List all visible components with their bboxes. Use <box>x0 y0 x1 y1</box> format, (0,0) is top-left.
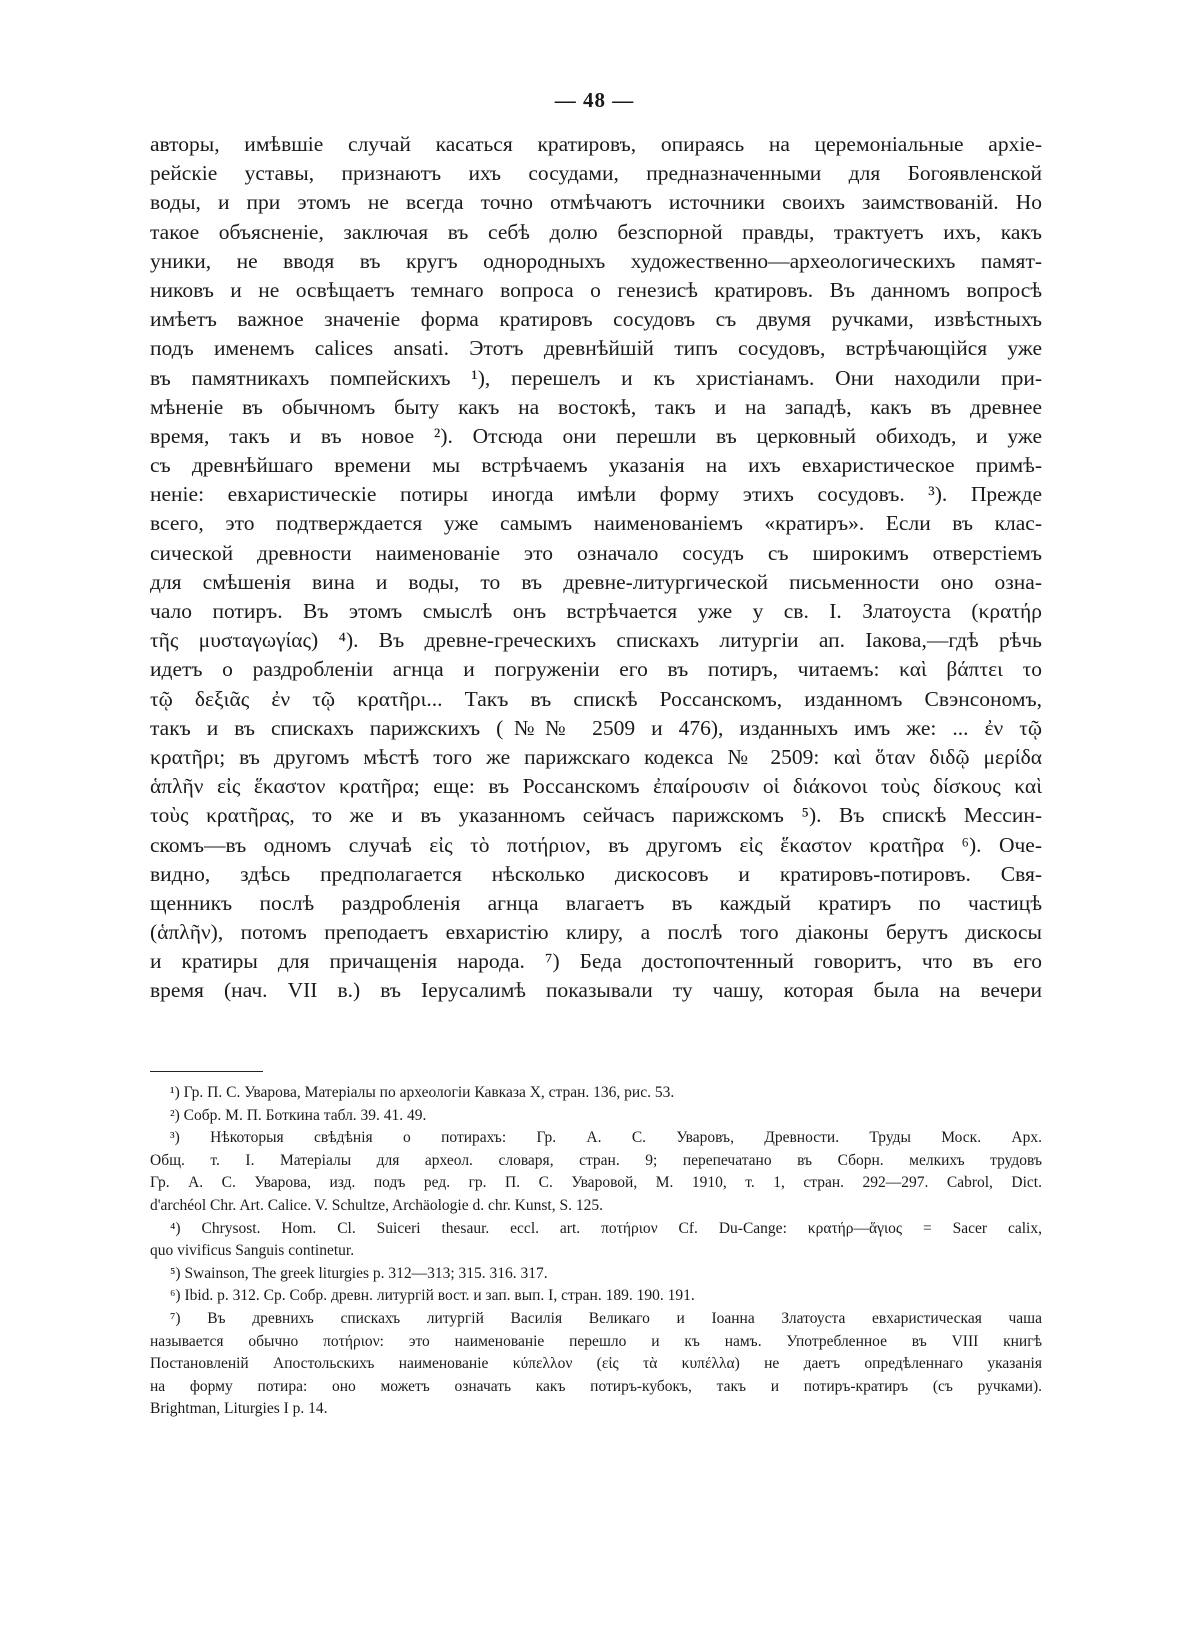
footnote-line: ¹) Гр. П. С. Уварова, Матеріалы по археологіи Кавказа X, стран. 136, рис. 53. <box>170 1084 675 1101</box>
footnote-line: на форму потира: оно можетъ означать какъ потиръ-кубокъ, такъ и потиръ-кратиръ (съ ручками). <box>150 1377 1042 1395</box>
body-line: въ памятникахъ помпейскихъ ¹), перешелъ и къ христіанамъ. Они находили при- <box>150 365 1042 390</box>
body-line: имѣетъ важное значеніе форма кратировъ сосудовъ съ двумя ручками, извѣстныхъ <box>150 307 1042 332</box>
footnotes <box>150 1082 1042 1421</box>
body-line: воды, и при этомъ не всегда точно отмѣчаютъ источники своихъ заимствованій. Но <box>150 190 1042 215</box>
footnote-line: d'archéol Chr. Art. Calice. V. Schultze, Archäologie d. chr. Kunst, S. 125. <box>150 1196 603 1214</box>
body-line: рейскіе уставы, признаютъ ихъ сосудами, предназначенными для Богоявленской <box>150 161 1042 186</box>
footnote-line: ⁴) Chrysost. Hom. Cl. Suiceri thesaur. eccl. art. ποτήριον Cf. Du-Cange: κρατήρ—ἅγιος = Sacer calix, <box>170 1219 1042 1237</box>
body-line: чало потиръ. Въ этомъ смыслѣ онъ встрѣчается уже у св. І. Златоуста (κρατήρ <box>150 599 1042 623</box>
body-line: для смѣшенія вина и воды, то въ древне-литургической письменности оно озна- <box>150 569 1042 594</box>
body-line: такое объясненіе, заключая въ себѣ долю безспорной правды, трактуетъ ихъ, какъ <box>150 219 1042 244</box>
body-line: неніе: евхаристическіе потиры иногда имѣли форму этихъ сосудовъ. ³). Прежде <box>150 482 1042 507</box>
body-line: авторы, имѣвшіе случай касаться кратировъ, опираясь на церемоніальные архіе- <box>150 132 1042 156</box>
body-line: τοὺς κρατῆρας, то же и въ указанномъ сейчасъ парижскомъ ⁵). Въ спискѣ Мессин- <box>150 803 1042 828</box>
body-line: никовъ и не освѣщаетъ темнаго вопроса о генезисѣ кратировъ. Въ данномъ вопросѣ <box>150 277 1042 302</box>
footnote-line: quo vivificus Sanguis continetur. <box>150 1242 355 1260</box>
body-line: подъ именемъ calices ansati. Этотъ древнѣйшій типъ сосудовъ, встрѣчающійся уже <box>150 336 1042 361</box>
body-line: τῆς μυσταγωγίας) ⁴). Въ древне-греческихъ спискахъ литургіи ап. Іакова,—гдѣ рѣчь <box>150 628 1042 653</box>
page-number: — 48 — <box>554 88 635 112</box>
footnote-line: Гр. А. С. Уварова, изд. подъ ред. гр. П. С. Уваровой, М. 1910, т. 1, стран. 292—297. Cabrol, Dict. <box>150 1174 1042 1192</box>
footnote-line: Brightman, Liturgies I p. 14. <box>150 1400 328 1418</box>
body-line: видно, здѣсь предполагается нѣсколько дискосовъ и кратировъ-потировъ. Свя- <box>150 861 1042 886</box>
body-line: уники, не вводя въ кругъ однородныхъ художественно—археологическихъ памят- <box>150 248 1042 273</box>
body-line: κρατῆρι; въ другомъ мѣстѣ того же парижскаго кодекса № 2509: καὶ ὅταν διδῷ μερίδα <box>150 744 1042 769</box>
footnote-line: Общ. т. I. Матеріалы для археол. словаря, стран. 9; перепечатано въ Сборн. мелкихъ трудовъ <box>150 1151 1042 1169</box>
body-line: сической древности наименованіе это означало сосудъ съ широкимъ отверстіемъ <box>150 540 1042 565</box>
body-line: такъ и въ спискахъ парижскихъ (№№ 2509 и 476), изданныхъ имъ же: ... ἐν τῷ <box>150 715 1042 740</box>
body-line: съ древнѣйшаго времени мы встрѣчаемъ указанія на ихъ евхаристическое примѣ- <box>150 453 1042 478</box>
body-line: щенникъ послѣ раздробленія агнца влагаетъ въ каждый кратиръ по частицѣ <box>150 890 1042 915</box>
body-line: ἁπλῆν εἰς ἕκαστον κρατῆρα; еще: въ Россанскомъ ἐπαίρουσιν οἱ διάκονοι τοὺς δίσκους καὶ <box>150 774 1042 799</box>
body-line: идетъ о раздробленіи агнца и погруженіи его въ потиръ, читаемъ: καὶ βάπτει το <box>150 657 1042 682</box>
footnote-line: называется обычно ποτήριον: это наименованіе перешло и къ намъ. Употребленное въ VIII книгѣ <box>150 1332 1042 1350</box>
body-line: τῷ δεξιᾶς ἐν τῷ κρατῆρι... Такъ въ спискѣ Россанскомъ, изданномъ Свэнсономъ, <box>150 686 1042 711</box>
body-line: мѣненіе въ обычномъ быту какъ на востокѣ, такъ и на западѣ, какъ въ древнее <box>150 394 1042 419</box>
body-line: время (нач. VII в.) въ Іерусалимѣ показывали ту чашу, которая была на вечери <box>150 978 1042 1003</box>
footnote-line: ³) Нѣкоторыя свѣдѣнія о потирахъ: Гр. А. С. Уваровъ, Древности. Труды Моск. Арх. <box>170 1129 1042 1147</box>
body-line: и кратиры для причащенія народа. ⁷) Беда достопочтенный говоритъ, что въ его <box>150 949 1042 974</box>
footnote-line: Постановленій Апостольскихъ наименованіе κύπελλον (εἰς τὰ κυπέλλα) не даетъ опредѣленнаго указанія <box>150 1355 1042 1373</box>
footnote-line: ⁷) Въ древнихъ спискахъ литургій Василія Великаго и Іоанна Златоуста евхаристическая чаша <box>170 1309 1042 1327</box>
footnote-separator <box>150 1071 263 1072</box>
footnote-line: ²) Собр. М. П. Боткина табл. 39. 41. 49. <box>170 1106 427 1124</box>
body-line: (ἁπλῆν), потомъ преподаетъ евхаристію клиру, а послѣ того діаконы берутъ дискосы <box>150 920 1042 945</box>
footnote-line: ⁵) Swainson, The greek liturgies p. 312—313; 315. 316. 317. <box>170 1264 548 1282</box>
body-line: всего, это подтверждается уже самымъ наименованіемъ «кратиръ». Если въ клас- <box>150 511 1042 536</box>
footnote-line: ⁶) Ibid. p. 312. Ср. Собр. древн. литургій вост. и зап. вып. I, стран. 189. 190. 191. <box>170 1287 695 1305</box>
body-line: скомъ—въ одномъ случаѣ εἰς τὸ ποτήριον, въ другомъ εἰς ἕκαστον κρατῆρα ⁶). Оче- <box>150 832 1042 857</box>
body-text <box>150 130 1042 1006</box>
body-line: время, такъ и въ новое ²). Отсюда они перешли въ церковный обиходъ, и уже <box>150 423 1042 448</box>
